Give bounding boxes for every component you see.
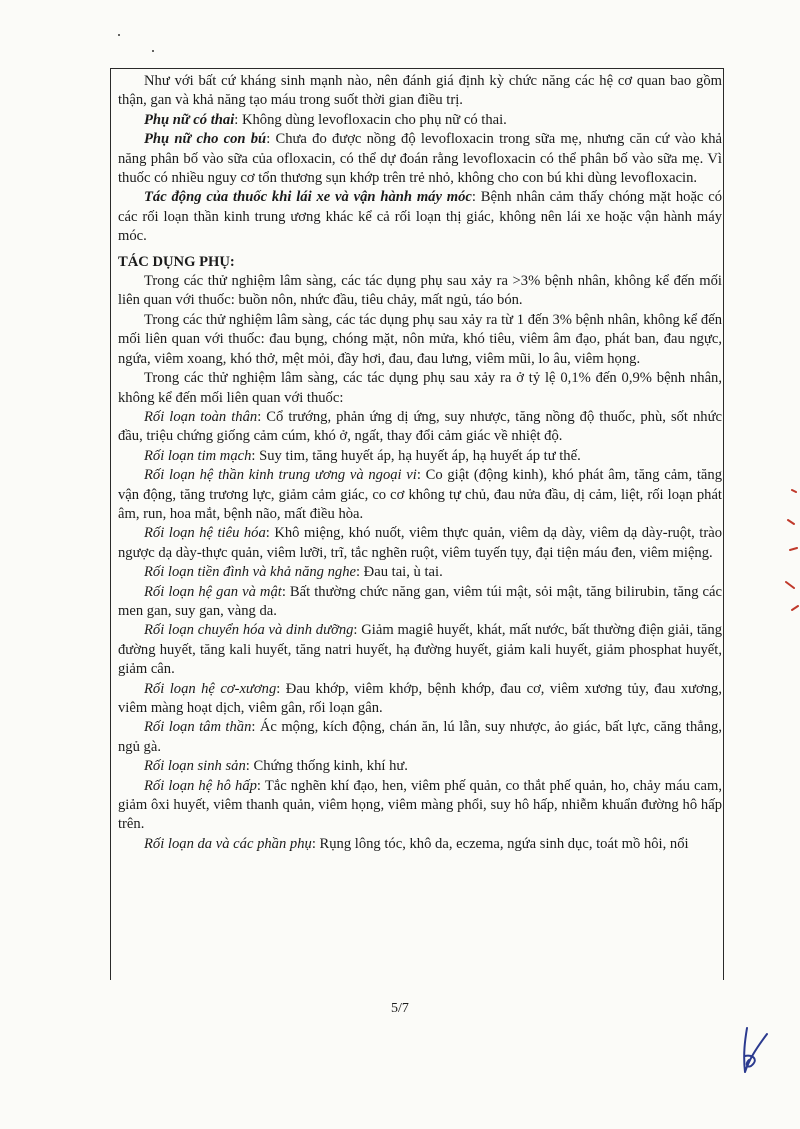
disorder-item: Rối loạn tiền đình và khả năng nghe: Đau tai, ù tai.: [144, 564, 443, 581]
document-body: [118, 72, 722, 854]
disorder-item: Rối loạn da và các phần phụ: Rụng lông tóc, khô da, eczema, ngứa sinh dục, toát mồ hôi, nổi: [144, 835, 689, 852]
paragraph: Tác động của thuốc khi lái xe và vận hành máy móc: Bệnh nhân cảm thấy chóng mặt hoặc có các rối loạn thần kinh trung ương khác kể cả rối loạn thị giác, không nên lái xe hoặc vận hành máy móc.: [118, 189, 723, 245]
scan-speck: [118, 34, 120, 36]
disorder-item: Rối loạn chuyển hóa và dinh dưỡng: Giảm magiê huyết, khát, mất nước, bất thường điện giải, tăng đường huyết, tăng kali huyết, tăng natri huyết, hạ đường huyết, giảm kali huyết, giảm phosphat huyết, giảm cân.: [118, 622, 722, 678]
paragraph: Như với bất cứ kháng sinh mạnh nào, nên đánh giá định kỳ chức năng các hệ cơ quan bao gồm thận, gan và khả năng tạo máu trong suốt thời gian điều trị.: [118, 73, 722, 109]
page-number: 5/7: [391, 1001, 409, 1016]
section-heading: TÁC DỤNG PHỤ:: [118, 253, 235, 270]
disorder-item: Rối loạn tâm thần: Ác mộng, kích động, chán ăn, lú lẫn, suy nhược, ảo giác, bất lực, căng thẳng, ngủ gà.: [118, 719, 722, 755]
disorder-item: Rối loạn hệ tiêu hóa: Khô miệng, khó nuốt, viêm thực quản, viêm dạ dày, viêm dạ dày-ruột, trào ngược dạ dày-thực quản, viêm lưỡi, trĩ, tắc nghẽn ruột, viêm tuyến tụy, đại tiện máu đen, viêm miệng.: [118, 525, 722, 561]
disorder-item: Rối loạn toàn thân: Cổ trướng, phản ứng dị ứng, suy nhược, tăng nồng độ thuốc, phù, sốt nhức đầu, triệu chứng giống cảm cúm, khó ở, ngất, thay đổi cảm giác về nhiệt độ.: [118, 408, 722, 445]
paragraph: Phụ nữ có thai: Không dùng levofloxacin cho phụ nữ có thai.: [144, 111, 507, 128]
paragraph: Phụ nữ cho con bú: Chưa đo được nồng độ levofloxacin trong sữa mẹ, nhưng căn cứ vào khả năng phân bố vào sữa của ofloxacin, có thể dự đoán rằng levofloxacin có thể phân bố vào sữa mẹ. Vì thuốc có nhiều nguy cơ tổn thương sụn khớp trên trẻ nhỏ, không cho con bú khi dùng levofloxacin.: [118, 131, 723, 187]
disorder-item: Rối loạn sinh sản: Chứng thống kinh, khí hư.: [144, 758, 408, 775]
paragraph: Trong các thử nghiệm lâm sàng, các tác dụng phụ sau xảy ra ở tỷ lệ 0,1% đến 0,9% bệnh nhân, không kể đến mối liên quan với thuốc:: [118, 370, 722, 406]
disorder-item: Rối loạn tim mạch: Suy tim, tăng huyết áp, hạ huyết áp, hạ huyết áp tư thế.: [144, 447, 581, 464]
signature-mark: [735, 1020, 775, 1080]
scan-speck: [152, 50, 154, 52]
paragraph: Trong các thử nghiệm lâm sàng, các tác dụng phụ sau xảy ra >3% bệnh nhân, không kể đến mối liên quan với thuốc: buồn nôn, nhức đầu, tiêu chảy, mất ngủ, táo bón.: [118, 273, 722, 309]
paragraph: Trong các thử nghiệm lâm sàng, các tác dụng phụ sau xảy ra từ 1 đến 3% bệnh nhân, không kể đến mối liên quan với thuốc: đau bụng, chóng mặt, nôn mửa, khó tiêu, viêm âm đạo, phát ban, đau ngực, ngứa, viêm xoang, khó thở, mệt mỏi, đầy hơi, đau, đau lưng, viêm mũi, lo âu, viêm họng.: [118, 311, 722, 367]
disorder-item: Rối loạn hệ thần kinh trung ương và ngoại vi: Co giật (động kinh), khó phát âm, tăng cảm, tăng vận động, tăng trương lực, giảm cảm giác, co cơ không tự chủ, đau nửa đầu, dị cảm, liệt, rối loạn phát âm, run, hoa mắt, bệnh não, mất điều hòa.: [118, 467, 722, 522]
disorder-item: Rối loạn hệ cơ-xương: Đau khớp, viêm khớp, bệnh khớp, đau cơ, viêm xương tủy, đau xương, viêm màng hoạt dịch, viêm gân, rối loạn gân.: [118, 680, 722, 716]
stamp-edge: [770, 470, 800, 630]
disorder-item: Rối loạn hệ hô hấp: Tắc nghẽn khí đạo, hen, viêm phế quản, co thắt phế quản, ho, chảy máu cam, giảm ôxi huyết, viêm thanh quản, viêm họng, viêm màng phổi, suy hô hấp, nhiễm khuẩn đường hô hấp trên.: [118, 777, 722, 833]
disorder-item: Rối loạn hệ gan và mật: Bất thường chức năng gan, viêm túi mật, sỏi mật, tăng bilirubin, tăng các men gan, suy gan, vàng da.: [118, 583, 722, 619]
